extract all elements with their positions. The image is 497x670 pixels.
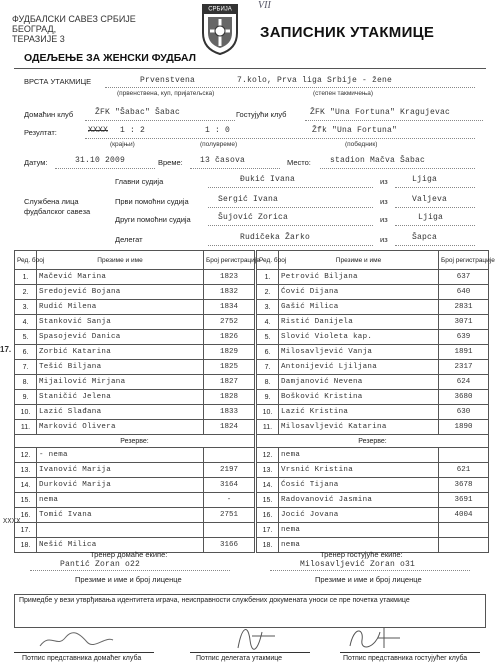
- player-number: 9.: [15, 390, 37, 405]
- player-reg: 1826: [204, 330, 255, 345]
- player-number: 5.: [257, 330, 279, 345]
- official-role: Први помоћни судија: [115, 197, 189, 206]
- col-header-reg: Број регистрације: [204, 251, 255, 270]
- official-city: Šapca: [412, 233, 438, 242]
- player-reg: 1823: [204, 270, 255, 285]
- player-name: Milosavljević Katarina: [279, 420, 439, 435]
- player-number: 2.: [15, 285, 37, 300]
- player-number: 13.: [257, 463, 279, 478]
- home-coach-label: Тренер домаће екипе:: [90, 550, 168, 559]
- official-name: Rudičeka Žarko: [240, 233, 311, 242]
- svg-text:СРБИЈА: СРБИЈА: [208, 6, 232, 13]
- player-number: 18.: [257, 538, 279, 553]
- result-winner: Žfk "Una Fortuna": [312, 126, 398, 135]
- player-name: Rudić Milena: [37, 300, 204, 315]
- officials-label-line-2: фудбалског савеза: [24, 207, 91, 216]
- guest-coach-label: Тренер гостујуће екипе:: [320, 550, 403, 559]
- player-reg: 3678: [439, 478, 489, 493]
- home-club-value: ŽFK "Šabac" Šabac: [95, 108, 181, 117]
- handwritten-mark: VII: [258, 0, 271, 11]
- player-name: Antonijević Ljiljana: [279, 360, 439, 375]
- official-name: Đukić Ivana: [240, 175, 296, 184]
- player-number: 12.: [15, 448, 37, 463]
- org-line-1: ФУДБАЛСКИ САВЕЗ СРБИЈЕ: [12, 14, 136, 24]
- time-value: 13 časova: [200, 156, 246, 165]
- side-mark-17: 17.: [0, 345, 12, 354]
- player-row: [257, 300, 489, 315]
- player-name: nema: [37, 493, 204, 508]
- player-number: 12.: [257, 448, 279, 463]
- player-number: 13.: [15, 463, 37, 478]
- player-row: [257, 285, 489, 300]
- player-reg: [439, 538, 489, 553]
- player-number: 6.: [15, 345, 37, 360]
- player-row: [257, 360, 489, 375]
- player-reg: 2831: [439, 300, 489, 315]
- player-reg: 1833: [204, 405, 255, 420]
- player-row: [15, 360, 255, 375]
- player-row: [257, 390, 489, 405]
- player-name: Stanković Sanja: [37, 315, 204, 330]
- player-name: Mijailović Mirjana: [37, 375, 204, 390]
- reserves-header-row: [15, 435, 255, 448]
- federation-logo: [200, 3, 240, 55]
- player-number: 16.: [257, 508, 279, 523]
- table-header-row: [257, 251, 489, 270]
- player-name: Damjanović Nevena: [279, 375, 439, 390]
- player-name: Marković Olivera: [37, 420, 204, 435]
- result-half-hint: (полувреме): [200, 141, 238, 148]
- player-row: [15, 390, 255, 405]
- official-city: Ljiga: [418, 213, 444, 222]
- player-reg: 630: [439, 405, 489, 420]
- player-number: 15.: [257, 493, 279, 508]
- result-struck: XXXX: [88, 126, 109, 135]
- player-name: [37, 523, 204, 538]
- player-row: [15, 330, 255, 345]
- official-city: Ljiga: [412, 175, 438, 184]
- home-signature-caption: Потпис представника домаћег клуба: [22, 655, 142, 662]
- time-label: Време:: [158, 158, 183, 167]
- player-row: [15, 493, 255, 508]
- player-row: [257, 493, 489, 508]
- player-name: Ćović Dijana: [279, 285, 439, 300]
- player-row: [257, 330, 489, 345]
- player-reg: 1891: [439, 345, 489, 360]
- player-number: 4.: [257, 315, 279, 330]
- guest-team-table: [256, 250, 495, 553]
- player-reg: 637: [439, 270, 489, 285]
- place-value: stadion Mačva Šabac: [330, 156, 426, 165]
- player-number: 3.: [15, 300, 37, 315]
- player-row: [257, 463, 489, 478]
- department-title: ОДЕЉЕЊЕ ЗА ЖЕНСКИ ФУДБАЛ: [24, 52, 196, 64]
- player-number: 7.: [15, 360, 37, 375]
- player-number: 9.: [257, 390, 279, 405]
- guest-coach-hint: Презиме и име и број лиценце: [315, 575, 422, 584]
- player-name: Vrsnić Kristina: [279, 463, 439, 478]
- player-number: 15.: [15, 493, 37, 508]
- player-number: 3.: [257, 300, 279, 315]
- player-reg: 3691: [439, 493, 489, 508]
- player-row: [257, 405, 489, 420]
- player-row: [15, 300, 255, 315]
- delegate-signature-line: [190, 652, 310, 653]
- official-from: из: [380, 177, 388, 186]
- player-reg: 1825: [204, 360, 255, 375]
- reserves-header-row: [257, 435, 489, 448]
- guest-signature-caption: Потпис представника гостујућег клуба: [343, 655, 468, 662]
- player-reg: 1824: [204, 420, 255, 435]
- player-row: [257, 270, 489, 285]
- player-reg: 3071: [439, 315, 489, 330]
- player-name: Ivanović Marija: [37, 463, 204, 478]
- guest-signature: [340, 622, 430, 652]
- match-type-hint: (првенствена, куп, пријатељска): [117, 90, 215, 97]
- player-reg: 3166: [204, 538, 255, 553]
- player-row: [15, 448, 255, 463]
- player-name: Mačević Marina: [37, 270, 204, 285]
- page-title: ЗАПИСНИК УТАКМИЦЕ: [260, 24, 435, 41]
- player-row: [257, 508, 489, 523]
- player-reg: [439, 448, 489, 463]
- player-number: 14.: [15, 478, 37, 493]
- player-row: [15, 463, 255, 478]
- official-city: Valjeva: [412, 195, 448, 204]
- player-row: [257, 375, 489, 390]
- player-row: [257, 448, 489, 463]
- player-reg: 1829: [204, 345, 255, 360]
- table-header-row: [15, 251, 255, 270]
- official-from: из: [380, 197, 388, 206]
- home-coach-hint: Презиме и име и број лиценце: [75, 575, 182, 584]
- header-divider: [14, 68, 486, 69]
- guest-coach-value: Milosavljević Zoran o31: [300, 560, 416, 569]
- player-number: 18.: [15, 538, 37, 553]
- player-name: Lazić Kristina: [279, 405, 439, 420]
- player-name: nema: [279, 448, 439, 463]
- player-row: [257, 523, 489, 538]
- player-row: [15, 405, 255, 420]
- guest-signature-line: [340, 652, 480, 653]
- player-reg: 621: [439, 463, 489, 478]
- delegate-signature: [230, 620, 290, 652]
- player-reg: 3680: [439, 390, 489, 405]
- official-name: Šujović Zorica: [218, 213, 289, 222]
- home-signature: [35, 628, 145, 652]
- player-name: Milosavljević Vanja: [279, 345, 439, 360]
- col-header-no: Ред. број: [257, 251, 279, 270]
- player-reg: [439, 523, 489, 538]
- player-reg: 3164: [204, 478, 255, 493]
- player-reg: 2197: [204, 463, 255, 478]
- player-number: 17.: [257, 523, 279, 538]
- player-row: [15, 508, 255, 523]
- delegate-signature-caption: Потпис делегата утакмице: [196, 655, 283, 662]
- player-name: nema: [279, 538, 439, 553]
- player-name: nema: [279, 523, 439, 538]
- player-reg: 639: [439, 330, 489, 345]
- player-number: 1.: [257, 270, 279, 285]
- player-reg: 2752: [204, 315, 255, 330]
- official-from: из: [380, 235, 388, 244]
- org-name: [12, 14, 136, 44]
- home-coach-value: Pantić Zoran o22: [60, 560, 141, 569]
- player-name: Lazić Slađana: [37, 405, 204, 420]
- official-from: из: [380, 215, 388, 224]
- official-role: Делегат: [115, 235, 143, 244]
- col-header-reg: Број регистрације: [439, 251, 489, 270]
- result-label: Резултат:: [24, 128, 57, 137]
- col-header-name: Презиме и име: [279, 251, 439, 270]
- player-name: Staničić Jelena: [37, 390, 204, 405]
- reserves-label: Резерве:: [257, 435, 489, 448]
- player-name: Radovanović Jasmina: [279, 493, 439, 508]
- col-header-no: Ред. број: [15, 251, 37, 270]
- player-name: Sredojević Bojana: [37, 285, 204, 300]
- match-type-label: ВРСТА УТАКМИЦЕ: [24, 77, 92, 86]
- player-reg: 1827: [204, 375, 255, 390]
- official-role: Други помоћни судија: [115, 215, 191, 224]
- round-hint: (степен такмичења): [313, 90, 373, 97]
- officials-label-line-1: Службена лица: [24, 197, 79, 206]
- player-reg: [204, 523, 255, 538]
- guest-club-label: Гостујући клуб: [236, 110, 287, 119]
- org-line-2: БЕОГРАД,: [12, 24, 57, 34]
- player-number: 6.: [257, 345, 279, 360]
- guest-club-value: ŽFK "Una Fortuna" Kragujevac: [310, 108, 451, 117]
- player-number: 2.: [257, 285, 279, 300]
- player-name: Nešić Milica: [37, 538, 204, 553]
- player-name: Bošković Kristina: [279, 390, 439, 405]
- player-reg: 2317: [439, 360, 489, 375]
- player-row: [15, 375, 255, 390]
- round-value: 7.kolo, Prva liga Srbije - žene: [237, 76, 393, 85]
- result-half: 1 : 0: [205, 126, 231, 135]
- player-name: Tomić Ivana: [37, 508, 204, 523]
- player-row: [257, 420, 489, 435]
- remarks-text: Примедбе у вези утврђивања идентитета играча, неисправности службених докумената уноси се пре почетка утакмице: [19, 597, 410, 604]
- col-header-name: Презиме и име: [37, 251, 204, 270]
- player-number: 4.: [15, 315, 37, 330]
- player-number: 11.: [15, 420, 37, 435]
- player-number: 11.: [257, 420, 279, 435]
- player-reg: 640: [439, 285, 489, 300]
- player-name: Spasojević Danica: [37, 330, 204, 345]
- home-club-label: Домаћин клуб: [24, 110, 74, 119]
- player-name: - nema: [37, 448, 204, 463]
- player-row: [257, 345, 489, 360]
- player-name: Ristić Danijela: [279, 315, 439, 330]
- org-line-3: ТЕРАЗИЈЕ 3: [12, 34, 65, 44]
- officials-group-label: [24, 197, 90, 217]
- official-role: Главни судија: [115, 177, 164, 186]
- player-number: 10.: [15, 405, 37, 420]
- player-reg: -: [204, 493, 255, 508]
- player-reg: 1834: [204, 300, 255, 315]
- player-number: 5.: [15, 330, 37, 345]
- player-row: [15, 420, 255, 435]
- player-name: Gašić Milica: [279, 300, 439, 315]
- player-number: 16.: [15, 508, 37, 523]
- player-row: [15, 315, 255, 330]
- side-mark-xxx: XXXX: [3, 518, 21, 526]
- player-number: 7.: [257, 360, 279, 375]
- player-number: 17.: [15, 523, 37, 538]
- player-number: 8.: [15, 375, 37, 390]
- home-signature-line: [14, 652, 154, 653]
- player-name: Durković Marija: [37, 478, 204, 493]
- player-name: Tešić Biljana: [37, 360, 204, 375]
- result-final-hint: (крајњи): [110, 141, 135, 148]
- player-row: [15, 478, 255, 493]
- player-reg: 1828: [204, 390, 255, 405]
- player-number: 14.: [257, 478, 279, 493]
- result-final: 1 : 2: [120, 126, 146, 135]
- player-name: Zorbić Katarina: [37, 345, 204, 360]
- player-reg: [204, 448, 255, 463]
- home-team-table: [14, 250, 260, 553]
- player-reg: 1832: [204, 285, 255, 300]
- official-name: Sergić Ivana: [218, 195, 279, 204]
- player-row: [15, 523, 255, 538]
- player-reg: 2751: [204, 508, 255, 523]
- player-number: 8.: [257, 375, 279, 390]
- player-name: Petrović Biljana: [279, 270, 439, 285]
- player-row: [15, 270, 255, 285]
- player-name: Jocić Jovana: [279, 508, 439, 523]
- player-row: [257, 315, 489, 330]
- date-label: Датум:: [24, 158, 48, 167]
- player-name: Slović Violeta kap.: [279, 330, 439, 345]
- player-row: [15, 345, 255, 360]
- player-reg: 4004: [439, 508, 489, 523]
- match-type-value: Prvenstvena: [140, 76, 196, 85]
- player-number: 10.: [257, 405, 279, 420]
- reserves-label: Резерве:: [15, 435, 255, 448]
- result-winner-hint: (победник): [345, 141, 378, 148]
- player-reg: 1890: [439, 420, 489, 435]
- player-name: Ćosić Tijana: [279, 478, 439, 493]
- player-number: 1.: [15, 270, 37, 285]
- place-label: Место:: [287, 158, 311, 167]
- player-reg: 624: [439, 375, 489, 390]
- player-row: [257, 478, 489, 493]
- date-value: 31.10 2009: [75, 156, 126, 165]
- player-row: [15, 285, 255, 300]
